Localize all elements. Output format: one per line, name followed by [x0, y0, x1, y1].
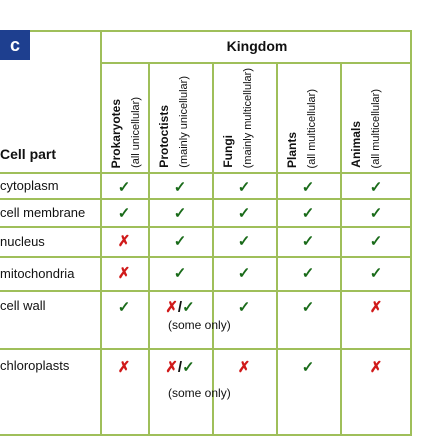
col-prokaryotes — [100, 64, 148, 172]
col-animals — [340, 64, 412, 172]
table-cell-mark: ✓ — [173, 233, 187, 250]
table-cell-mark: ✓ — [173, 179, 187, 196]
table-cell-mark: ✓ — [237, 299, 251, 316]
table-cell-mark: ✓ — [117, 205, 131, 222]
table-cell-mark: ✓ — [301, 359, 315, 376]
col-sub: (all multicellular) — [370, 88, 382, 168]
row-label-cell-membrane: cell membrane — [0, 205, 86, 220]
some-only-note: (some only) — [168, 318, 231, 332]
column-headers — [100, 64, 412, 172]
col-divider — [340, 64, 342, 436]
table-cell-mark: ✓ — [117, 299, 131, 316]
some-only-note: (some only) — [168, 386, 231, 400]
row-divider — [0, 226, 412, 228]
table-cell-mark: ✗ — [237, 359, 251, 376]
col-sub: (all multicellular) — [306, 88, 318, 168]
table-cell-mark: ✗ — [369, 359, 383, 376]
col-protoctists — [148, 64, 212, 172]
col-divider — [276, 64, 278, 436]
col-title: Prokaryotes — [109, 98, 123, 168]
table-cell-mark: ✓ — [369, 265, 383, 282]
table-cell-mark: ✓ — [369, 179, 383, 196]
row-label-nucleus: nucleus — [0, 234, 45, 249]
table-cell-mark: ✓ — [173, 205, 187, 222]
table-cell-mark: ✓ — [369, 233, 383, 250]
table-cell-mark: ✓ — [237, 179, 251, 196]
table-cell-mark: ✗/✓ — [165, 299, 195, 316]
table-cell-mark: ✓ — [301, 205, 315, 222]
table-cell-mark: ✗ — [117, 359, 131, 376]
table-cell-mark: ✓ — [301, 299, 315, 316]
row-label-mitochondria: mitochondria — [0, 266, 75, 281]
row-label-cytoplasm: cytoplasm — [0, 178, 59, 193]
col-sub: (mainly unicellular) — [178, 76, 190, 168]
col-fungi — [212, 64, 276, 172]
row-label-cell-wall: cell wall — [0, 298, 46, 313]
col-divider — [212, 64, 214, 436]
row-label-chloroplasts: chloroplasts — [0, 358, 70, 373]
col-title: Protoctists — [157, 105, 171, 168]
table-cell-mark: ✓ — [173, 265, 187, 282]
table-cell-mark: ✗/✓ — [165, 359, 195, 376]
table-cell-mark: ✗ — [117, 233, 131, 250]
table-cell-mark: ✓ — [237, 205, 251, 222]
table-cell-mark: ✓ — [301, 265, 315, 282]
table-cell-mark: ✓ — [301, 233, 315, 250]
col-divider — [100, 30, 102, 436]
cell-part-header: Cell part — [0, 146, 57, 162]
col-sub: (all unicellular) — [130, 97, 142, 168]
col-title: Plants — [285, 131, 299, 168]
col-divider — [148, 64, 150, 436]
row-divider — [0, 256, 412, 258]
kingdom-header: Kingdom — [100, 30, 412, 64]
table-cell-mark: ✓ — [369, 205, 383, 222]
panel-label: c — [0, 30, 30, 60]
table-cell-mark: ✓ — [301, 179, 315, 196]
row-divider — [0, 198, 412, 200]
col-plants — [276, 64, 340, 172]
col-title: Animals — [349, 121, 363, 168]
table-cell-mark: ✓ — [237, 233, 251, 250]
col-title: Fungi — [221, 135, 235, 168]
row-divider — [0, 172, 412, 174]
table-cell-mark: ✓ — [237, 265, 251, 282]
table-cell-mark: ✗ — [117, 265, 131, 282]
row-divider — [0, 290, 412, 292]
table-cell-mark: ✗ — [369, 299, 383, 316]
table-cell-mark: ✓ — [117, 179, 131, 196]
row-divider — [0, 348, 412, 350]
col-sub: (mainly multicellular) — [242, 67, 254, 168]
